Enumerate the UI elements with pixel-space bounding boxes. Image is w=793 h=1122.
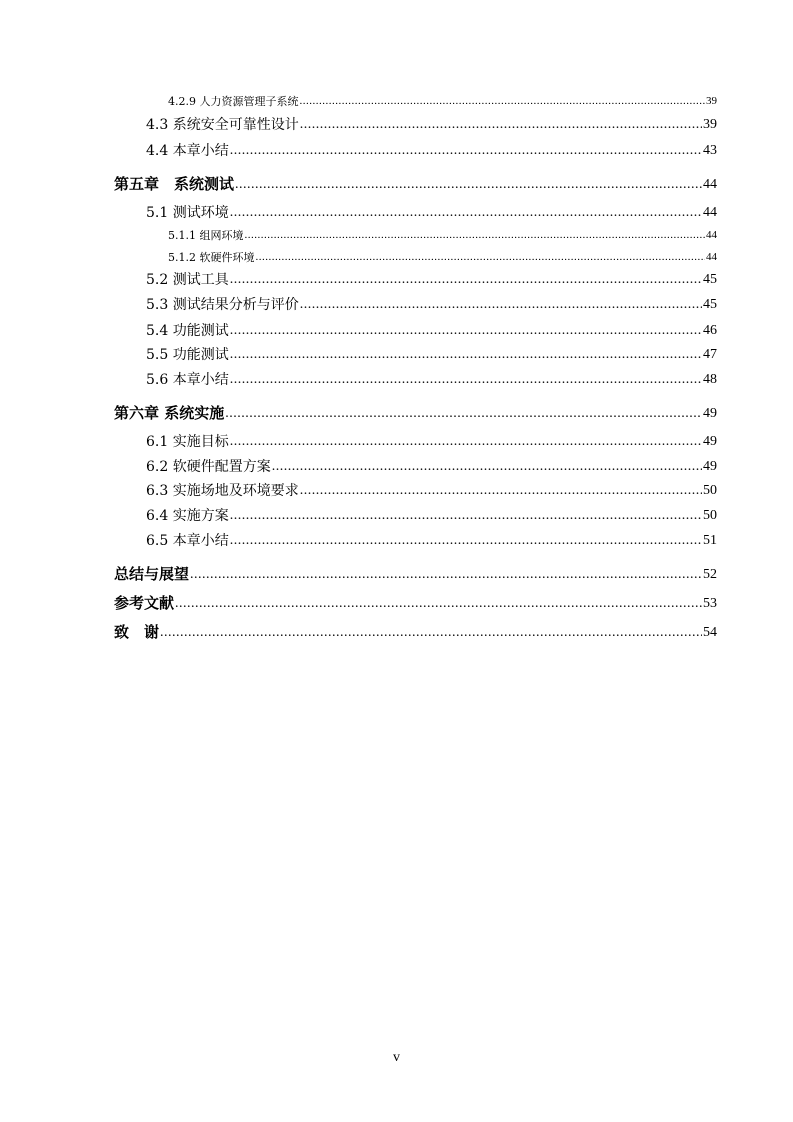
toc-leader-dots [245,230,706,241]
toc-entry-page: 45 [703,272,717,287]
toc-leader-dots [230,348,702,362]
toc-leader-dots [230,206,702,220]
toc-entry-page: 49 [703,406,717,421]
toc-entry-label: 5.3 测试结果分析与评价 [146,297,299,313]
toc-entry-label: 6.3 实施场地及环境要求 [146,483,299,499]
toc-entry-page: 44 [706,229,717,241]
toc-entry-5-1-1[interactable] [168,230,717,241]
toc-entry-page: 52 [703,567,717,582]
toc-entry-6-4[interactable] [146,509,717,523]
toc-entry-5-1[interactable] [146,206,717,220]
toc-entry-acknowledgements[interactable] [114,625,717,640]
toc-leader-dots [300,298,702,312]
toc-entry-label: 第六章 系统实施 [114,404,225,422]
toc-entry-page: 44 [703,205,717,220]
toc-entry-page: 44 [703,177,717,192]
toc-entry-label: 总结与展望 [114,565,190,583]
toc-entry-6-1[interactable] [146,435,717,449]
toc-entry-chapter-6[interactable] [114,406,717,421]
toc-entry-label: 4.3 系统安全可靠性设计 [146,117,299,133]
toc-entry-page: 53 [703,596,717,611]
toc-entry-page: 50 [703,483,717,498]
toc-entry-5-1-2[interactable] [168,252,717,263]
toc-entry-summary[interactable] [114,567,717,582]
toc-leader-dots [300,96,706,107]
toc-entry-label: 5.1.1 组网环境 [168,229,244,242]
toc-leader-dots [230,534,702,548]
toc-entry-4-3[interactable] [146,118,717,132]
toc-entry-label: 第五章 系统测试 [114,175,235,193]
toc-entry-page: 48 [703,372,717,387]
toc-entry-5-2[interactable] [146,273,717,287]
toc-leader-dots [160,626,702,640]
toc-leader-dots [230,273,702,287]
toc-entry-6-3[interactable] [146,484,717,498]
toc-entry-page: 51 [703,533,717,548]
toc-entry-6-5[interactable] [146,534,717,548]
toc-leader-dots [190,568,702,582]
toc-leader-dots [230,324,702,338]
toc-entry-page: 43 [703,143,717,158]
toc-leader-dots [256,252,706,263]
toc-entry-label: 5.5 功能测试 [146,347,229,363]
toc-leader-dots [235,178,702,192]
toc-leader-dots [272,460,702,474]
page-number: v [393,1050,400,1065]
toc-entry-4-4[interactable] [146,144,717,158]
toc-entry-5-4[interactable] [146,324,717,338]
toc-entry-page: 49 [703,434,717,449]
toc-entry-5-3[interactable] [146,298,717,312]
toc-entry-page: 44 [706,251,717,263]
toc-leader-dots [175,597,702,611]
toc-entry-page: 39 [703,117,717,132]
toc-entry-page: 46 [703,323,717,338]
toc-leader-dots [300,118,702,132]
toc-entry-label: 4.4 本章小结 [146,143,229,159]
toc-entry-label: 6.2 软硬件配置方案 [146,459,271,475]
toc-entry-page: 47 [703,347,717,362]
toc-entry-label: 5.1 测试环境 [146,205,229,221]
toc-entry-5-6[interactable] [146,373,717,387]
toc-leader-dots [230,509,702,523]
toc-entry-page: 54 [703,625,717,640]
toc-entry-page: 50 [703,508,717,523]
toc-entry-label: 致 谢 [114,623,160,641]
toc-entry-label: 4.2.9 人力资源管理子系统 [168,95,299,108]
toc-leader-dots [230,144,702,158]
toc-leader-dots [300,484,702,498]
toc-entry-label: 6.1 实施目标 [146,434,229,450]
toc-entry-chapter-5[interactable] [114,177,717,192]
toc-entry-4-2-9[interactable] [168,96,717,107]
toc-entry-page: 45 [703,297,717,312]
toc-entry-page: 49 [703,459,717,474]
toc-entry-label: 5.6 本章小结 [146,372,229,388]
toc-entry-label: 参考文献 [114,594,175,612]
toc-entry-label: 5.1.2 软硬件环境 [168,251,255,264]
toc-leader-dots [230,373,702,387]
toc-leader-dots [230,435,702,449]
toc-entry-label: 5.2 测试工具 [146,272,229,288]
toc-entry-label: 6.4 实施方案 [146,508,229,524]
toc-entry-5-5[interactable] [146,348,717,362]
toc-entry-6-2[interactable] [146,460,717,474]
toc-leader-dots [225,407,702,421]
toc-entry-references[interactable] [114,596,717,611]
toc-entry-label: 6.5 本章小结 [146,533,229,549]
toc-entry-page: 39 [706,95,717,107]
toc-entry-label: 5.4 功能测试 [146,323,229,339]
